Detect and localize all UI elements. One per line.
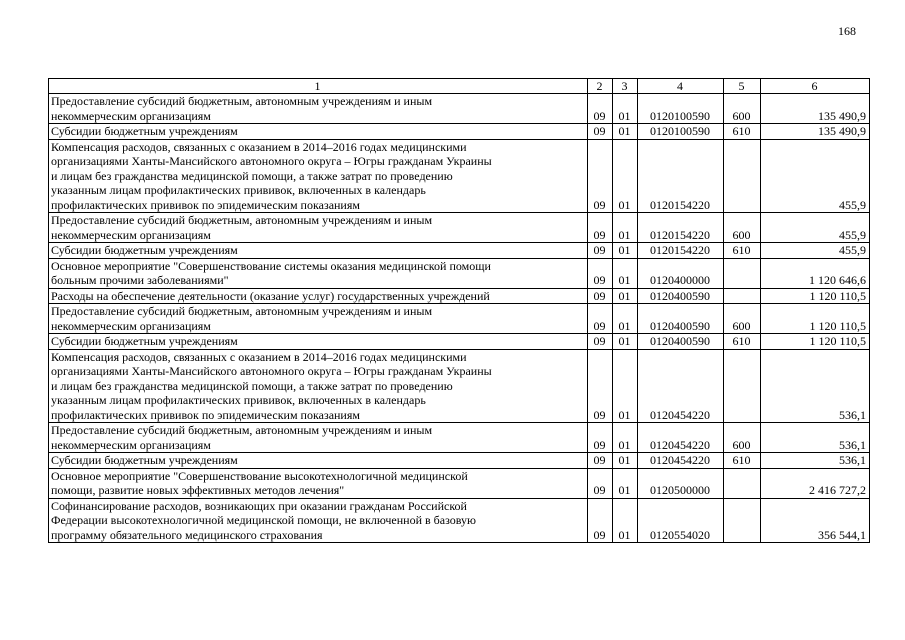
target-article-cell: 0120454220 [638, 453, 724, 469]
expense-type-cell: 600 [724, 304, 761, 334]
subsection-code-cell: 01 [613, 468, 638, 498]
row-name-cell [49, 258, 588, 288]
row-name-line: Субсидии бюджетным учреждениям [51, 453, 238, 467]
amount-cell: 536,1 [761, 349, 870, 423]
row-name-line: Компенсация расходов, связанных с оказанием в 2014–2016 годах медицинскими [51, 139, 467, 154]
subsection-code-cell: 01 [613, 453, 638, 469]
subsection-code-cell: 01 [613, 94, 638, 124]
row-name-cell [49, 453, 588, 469]
row-name-line: Основное мероприятие "Совершенствование высокотехнологичной медицинской [51, 468, 468, 483]
target-article-cell: 0120154220 [638, 243, 724, 259]
table-row [49, 468, 870, 498]
table-row [49, 288, 870, 304]
table-row [49, 453, 870, 469]
section-code-cell: 09 [588, 124, 613, 140]
row-name-cell [49, 304, 588, 334]
expense-type-cell: 610 [724, 453, 761, 469]
row-name-line: Предоставление субсидий бюджетным, автономным учреждениям и иным [51, 304, 433, 318]
row-name-cell [49, 139, 588, 213]
budget-table [48, 78, 870, 543]
expense-type-cell [724, 258, 761, 288]
target-article-cell: 0120454220 [638, 423, 724, 453]
section-code-cell: 09 [588, 498, 613, 543]
target-article-cell: 0120400590 [638, 288, 724, 304]
section-code-cell: 09 [588, 258, 613, 288]
header-col-2: 2 [588, 79, 613, 94]
row-name-line: указанным лицам профилактических прививок, включенных в календарь [51, 393, 426, 407]
amount-cell: 135 490,9 [761, 94, 870, 124]
table-row [49, 258, 870, 288]
section-code-cell: 09 [588, 94, 613, 124]
subsection-code-cell: 01 [613, 139, 638, 213]
row-name-line: некоммерческим организациям [51, 318, 211, 333]
row-name-line: помощи, развитие новых эффективных методов лечения" [51, 483, 345, 497]
row-name-line: некоммерческим организациям [51, 227, 211, 242]
row-name-line: Основное мероприятие "Совершенствование системы оказания медицинской помощи [51, 258, 491, 273]
table-row [49, 124, 870, 140]
amount-cell: 1 120 110,5 [761, 334, 870, 350]
section-code-cell: 09 [588, 453, 613, 469]
row-name-cell [49, 94, 588, 124]
target-article-cell: 0120400590 [638, 304, 724, 334]
section-code-cell: 09 [588, 468, 613, 498]
amount-cell: 1 120 646,6 [761, 258, 870, 288]
subsection-code-cell: 01 [613, 124, 638, 140]
expense-type-cell [724, 139, 761, 213]
target-article-cell: 0120554020 [638, 498, 724, 543]
header-col-6: 6 [761, 79, 870, 94]
target-article-cell: 0120400000 [638, 258, 724, 288]
section-code-cell: 09 [588, 139, 613, 213]
expense-type-cell: 600 [724, 213, 761, 243]
subsection-code-cell: 01 [613, 213, 638, 243]
target-article-cell: 0120154220 [638, 213, 724, 243]
section-code-cell: 09 [588, 288, 613, 304]
row-name-line: и лицам без гражданства медицинской помощи, а также затрат по проведению [51, 378, 453, 393]
amount-cell: 536,1 [761, 453, 870, 469]
row-name-cell [49, 124, 588, 140]
row-name-cell [49, 498, 588, 543]
row-name-line: Предоставление субсидий бюджетным, автономным учреждениям и иным [51, 213, 433, 227]
subsection-code-cell: 01 [613, 498, 638, 543]
subsection-code-cell: 01 [613, 349, 638, 423]
row-name-line: программу обязательного медицинского страхования [51, 527, 323, 542]
subsection-code-cell: 01 [613, 423, 638, 453]
header-col-4: 4 [638, 79, 724, 94]
row-name-line: Субсидии бюджетным учреждениям [51, 243, 238, 257]
expense-type-cell: 600 [724, 423, 761, 453]
table-row [49, 243, 870, 259]
row-name-line: указанным лицам профилактических прививок, включенных в календарь [51, 183, 426, 197]
subsection-code-cell: 01 [613, 288, 638, 304]
table-row [49, 498, 870, 543]
target-article-cell: 0120454220 [638, 349, 724, 423]
amount-cell: 536,1 [761, 423, 870, 453]
header-row [49, 79, 870, 94]
row-name-line: Предоставление субсидий бюджетным, автономным учреждениям и иным [51, 94, 433, 108]
row-name-cell [49, 423, 588, 453]
header-col-5: 5 [724, 79, 761, 94]
row-name-line: больным прочими заболеваниями" [51, 273, 229, 287]
row-name-cell [49, 288, 588, 304]
amount-cell: 135 490,9 [761, 124, 870, 140]
row-name-line: Расходы на обеспечение деятельности (оказание услуг) государственных учреждений [51, 288, 490, 303]
amount-cell: 1 120 110,5 [761, 288, 870, 304]
row-name-line: Субсидии бюджетным учреждениям [51, 334, 238, 348]
table-row [49, 213, 870, 243]
expense-type-cell: 610 [724, 124, 761, 140]
section-code-cell: 09 [588, 213, 613, 243]
header-col-1: 1 [49, 79, 588, 94]
expense-type-cell: 610 [724, 243, 761, 259]
row-name-cell [49, 334, 588, 350]
amount-cell: 1 120 110,5 [761, 304, 870, 334]
subsection-code-cell: 01 [613, 243, 638, 259]
page-number: 168 [838, 24, 856, 38]
row-name-cell [49, 349, 588, 423]
table-row [49, 423, 870, 453]
amount-cell: 455,9 [761, 243, 870, 259]
row-name-cell [49, 243, 588, 259]
target-article-cell: 0120154220 [638, 139, 724, 213]
section-code-cell: 09 [588, 243, 613, 259]
row-name-line: Софинансирование расходов, возникающих при оказании гражданам Российской [51, 498, 467, 513]
section-code-cell: 09 [588, 334, 613, 350]
amount-cell: 455,9 [761, 213, 870, 243]
row-name-line: некоммерческим организациям [51, 108, 211, 123]
section-code-cell: 09 [588, 423, 613, 453]
section-code-cell: 09 [588, 304, 613, 334]
row-name-line: Субсидии бюджетным учреждениям [51, 124, 238, 138]
expense-type-cell [724, 498, 761, 543]
row-name-line: профилактических прививок по эпидемическим показаниям [51, 407, 360, 422]
table-row [49, 139, 870, 213]
table-row [49, 349, 870, 423]
table-body [49, 79, 870, 543]
target-article-cell: 0120100590 [638, 124, 724, 140]
expense-type-cell: 600 [724, 94, 761, 124]
row-name-cell [49, 213, 588, 243]
amount-cell: 455,9 [761, 139, 870, 213]
subsection-code-cell: 01 [613, 334, 638, 350]
row-name-line: Компенсация расходов, связанных с оказанием в 2014–2016 годах медицинскими [51, 349, 467, 364]
table-row [49, 334, 870, 350]
section-code-cell: 09 [588, 349, 613, 423]
expense-type-cell [724, 349, 761, 423]
expense-type-cell: 610 [724, 334, 761, 350]
table-row [49, 304, 870, 334]
target-article-cell: 0120500000 [638, 468, 724, 498]
row-name-line: и лицам без гражданства медицинской помощи, а также затрат по проведению [51, 168, 453, 183]
row-name-line: организациями Ханты-Мансийского автономного округа – Югры гражданам Украины [51, 154, 492, 168]
expense-type-cell [724, 288, 761, 304]
expense-type-cell [724, 468, 761, 498]
subsection-code-cell: 01 [613, 304, 638, 334]
amount-cell: 356 544,1 [761, 498, 870, 543]
amount-cell: 2 416 727,2 [761, 468, 870, 498]
row-name-line: Федерации высокотехнологичной медицинской помощи, не включенной в базовую [51, 513, 477, 527]
subsection-code-cell: 01 [613, 258, 638, 288]
header-col-3: 3 [613, 79, 638, 94]
table-row [49, 94, 870, 124]
row-name-line: профилактических прививок по эпидемическим показаниям [51, 197, 360, 212]
row-name-line: некоммерческим организациям [51, 437, 211, 452]
row-name-cell [49, 468, 588, 498]
row-name-line: организациями Ханты-Мансийского автономного округа – Югры гражданам Украины [51, 364, 492, 378]
row-name-line: Предоставление субсидий бюджетным, автономным учреждениям и иным [51, 423, 433, 437]
target-article-cell: 0120400590 [638, 334, 724, 350]
target-article-cell: 0120100590 [638, 94, 724, 124]
